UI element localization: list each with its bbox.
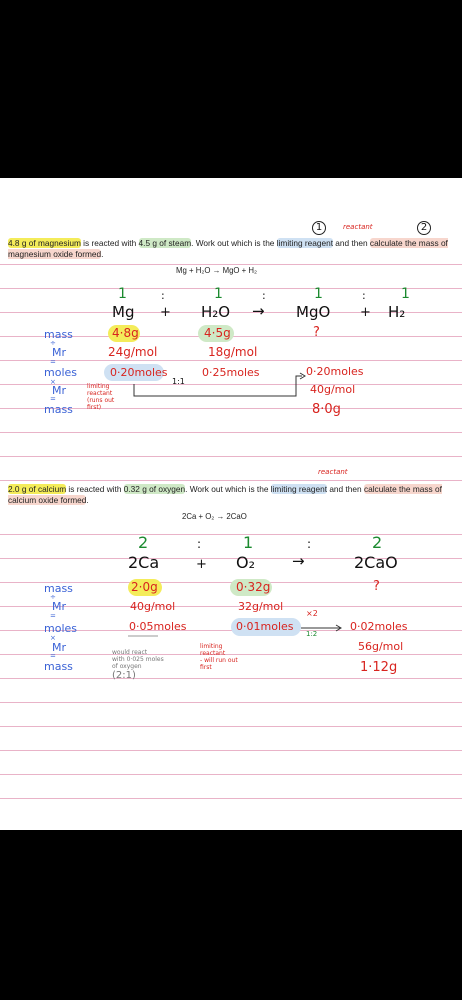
q2-ca-mass: 2·0g xyxy=(131,580,158,594)
note-line: reactant xyxy=(200,650,226,657)
q1-mass-steam-highlight: 4.5 g of steam xyxy=(138,238,192,248)
annotation-arrows xyxy=(0,178,462,830)
q1-label-mr: Mr xyxy=(52,346,67,359)
q1-label-mass: mass xyxy=(44,328,73,341)
q2-cao-unknown: ? xyxy=(373,579,380,594)
q2-mass-o2-highlight: 0.32 g of oxygen xyxy=(123,484,186,494)
note-line: with 0·025 moles xyxy=(112,656,164,663)
q1-ratio-mg: 1 xyxy=(118,286,127,302)
q2-plus: + xyxy=(196,557,207,572)
q2-arrow-multiplier: ×2 xyxy=(306,609,318,618)
q1-text-span: . Work out which is the xyxy=(191,238,277,248)
q1-mgo-unknown: ? xyxy=(313,325,320,340)
q1-ratio-arrow-label: 1:1 xyxy=(172,377,185,386)
note-line: first xyxy=(200,664,212,671)
q2-mass-ca-highlight: 2.0 g of calcium xyxy=(8,484,67,494)
q1-text-span: and then xyxy=(333,238,370,248)
q2-equals-mark: = xyxy=(50,612,56,620)
q2-times-mark: × xyxy=(50,634,56,642)
q1-mg-mr: 24g/mol xyxy=(108,345,158,359)
q1-mg-moles: 0·20moles xyxy=(110,366,168,379)
worksheet-page xyxy=(0,178,462,830)
q2-o2-mr: 32g/mol xyxy=(238,600,284,613)
q1-text-span: . xyxy=(101,248,104,259)
note-line: - will run out xyxy=(200,657,238,664)
q2-ratio-sep: : xyxy=(197,537,202,551)
note-line: (runs out xyxy=(87,397,115,404)
reactant-annotation-q2: reactant xyxy=(318,468,348,476)
q2-divide-mark: ÷ xyxy=(50,593,56,601)
note-line: reactant xyxy=(87,390,113,397)
q2-o2-mass: 0·32g xyxy=(236,580,271,594)
q2-label-moles: moles xyxy=(44,622,77,635)
q2-calculate-highlight: calculate the mass of calcium oxide formed xyxy=(8,484,442,505)
q2-arrow-ratio: 1:2 xyxy=(306,630,318,638)
q1-ratio-sep: : xyxy=(362,289,366,302)
q1-ratio-sep: : xyxy=(262,289,266,302)
q2-cao-moles: 0·02moles xyxy=(350,620,408,633)
note-line: (2:1) xyxy=(112,670,136,681)
q2-equals-mark: = xyxy=(50,652,56,660)
q1-moles-arrow xyxy=(134,376,302,396)
q1-ratio-h2o: 1 xyxy=(214,286,223,302)
q2-ratio-o2: 1 xyxy=(243,533,254,552)
q1-label-mass2: mass xyxy=(44,403,73,416)
q1-plus: + xyxy=(360,305,371,320)
q2-ratio-ca: 2 xyxy=(138,533,149,552)
q1-ratio-sep: : xyxy=(161,289,165,302)
q1-formula-h2: H₂ xyxy=(388,303,406,321)
q2-ca-mr: 40g/mol xyxy=(130,600,176,613)
note-line: limiting xyxy=(87,383,110,390)
q1-equation: Mg + H₂O → MgO + H₂ xyxy=(176,266,258,275)
q1-label-moles: moles xyxy=(44,366,77,379)
q1-mgo-mass: 8·0g xyxy=(312,402,341,417)
q1-text-span: is reacted with xyxy=(80,238,139,248)
q2-label-mr2: Mr xyxy=(52,641,67,654)
q2-text-span: and then xyxy=(327,484,364,494)
q2-formula-cao: 2CaO xyxy=(354,553,398,572)
q2-label-mr: Mr xyxy=(52,600,67,613)
q2-ratio-cao: 2 xyxy=(372,533,383,552)
q2-o2-moles: 0·01moles xyxy=(236,620,294,633)
q1-mg-mass: 4·8g xyxy=(112,326,139,340)
q2-cao-mr: 56g/mol xyxy=(358,640,404,653)
q2-arrow: → xyxy=(292,552,305,570)
q1-times-mark: × xyxy=(50,378,56,386)
q2-limiting-reagent-highlight: limiting reagent xyxy=(270,484,328,494)
q1-formula-mgo: MgO xyxy=(296,303,331,321)
q1-ratio-h2: 1 xyxy=(401,286,410,302)
q1-divide-mark: ÷ xyxy=(50,339,56,347)
circle-marker-1: 1 xyxy=(312,221,326,235)
q1-ratio-mgo: 1 xyxy=(314,286,323,302)
q2-formula-ca: 2Ca xyxy=(128,553,160,572)
q1-formula-h2o: H₂O xyxy=(201,303,231,321)
q1-limiting-reagent-highlight: limiting reagent xyxy=(276,238,333,248)
q1-mgo-mr: 40g/mol xyxy=(310,383,356,396)
q1-label-mr2: Mr xyxy=(52,384,67,397)
note-line: would react xyxy=(112,649,148,656)
q1-formula-mg: Mg xyxy=(112,303,135,321)
q1-h2o-moles: 0·25moles xyxy=(202,366,260,379)
q1-h2o-mr: 18g/mol xyxy=(208,345,258,359)
q2-text-span: . Work out which is the xyxy=(185,484,271,494)
q2-label-mass2: mass xyxy=(44,660,73,673)
q1-calculate-highlight: calculate the mass of magnesium oxide formed xyxy=(8,238,448,259)
q1-arrow: → xyxy=(252,302,265,320)
circle-marker-2: 2 xyxy=(417,221,431,235)
q1-equals-mark: = xyxy=(50,358,56,366)
q1-mgo-moles: 0·20moles xyxy=(306,365,364,378)
q2-cao-mass: 1·12g xyxy=(360,660,398,675)
q1-equals-mark: = xyxy=(50,395,56,403)
q2-label-mass: mass xyxy=(44,582,73,595)
q2-ratio-sep: : xyxy=(307,537,312,551)
q1-plus: + xyxy=(160,305,171,320)
q2-text-span: . xyxy=(86,494,89,505)
q2-text-span: is reacted with xyxy=(66,484,124,494)
q1-mass-mg-highlight: 4.8 g of magnesium xyxy=(8,238,81,248)
q2-equation: 2Ca + O₂ → 2CaO xyxy=(182,512,247,521)
q2-ca-moles: 0·05moles xyxy=(129,620,187,633)
q1-h2o-mass: 4·5g xyxy=(204,326,231,340)
note-line: limiting xyxy=(200,643,223,650)
reactant-annotation-q1: reactant xyxy=(343,223,373,231)
note-line: of oxygen xyxy=(112,663,142,670)
q2-formula-o2: O₂ xyxy=(236,553,256,572)
note-line: first) xyxy=(87,404,102,411)
